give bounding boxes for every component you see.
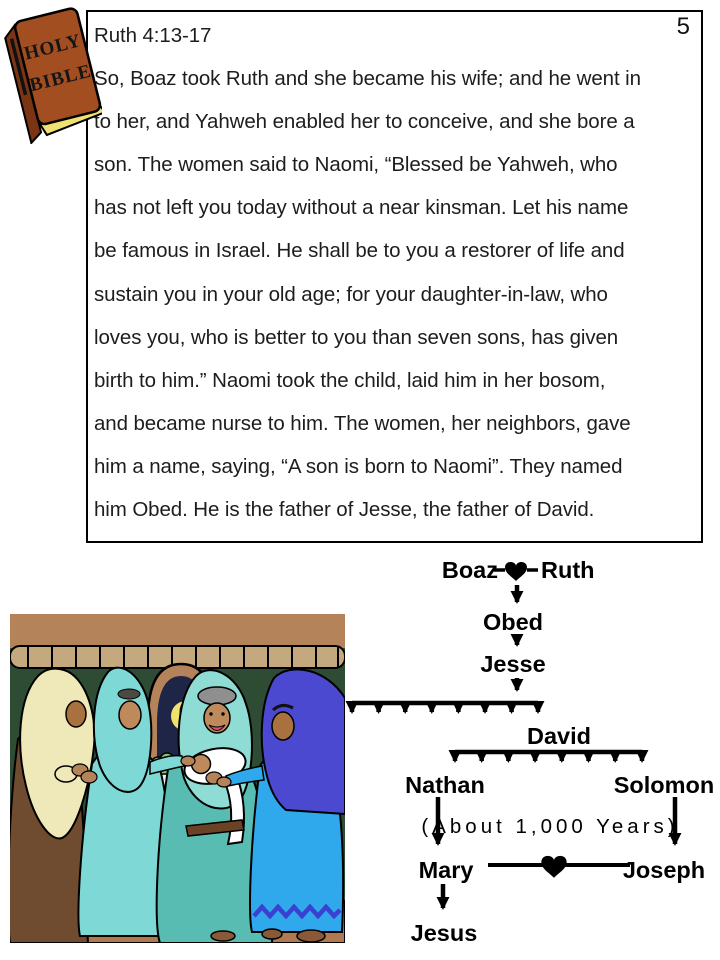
women-with-baby-illustration	[10, 614, 345, 943]
tree-label-nathan: Nathan	[405, 772, 485, 798]
tree-label-jesse: Jesse	[480, 651, 546, 677]
scripture-reference: Ruth 4:13-17	[94, 24, 212, 47]
scripture-line: to her, and Yahweh enabled her to conceive, and she bore a	[94, 110, 635, 134]
scripture-line: him Obed. He is the father of Jesse, the father of David.	[94, 498, 595, 522]
tree-label-joseph: Joseph	[622, 857, 706, 883]
scripture-line: him a name, saying, “A son is born to Naomi”. They named	[94, 454, 623, 478]
scripture-line: birth to him.” Naomi took the child, laid him in her bosom,	[94, 368, 606, 392]
scripture-line: has not left you today without a near kinsman. Let his name	[94, 196, 629, 220]
scripture-line: loves you, who is better to you than seven sons, has given	[94, 325, 619, 349]
face	[272, 712, 294, 740]
sandal	[297, 930, 325, 942]
jesse-sons-arrows	[352, 701, 538, 712]
hand	[217, 777, 231, 787]
lintel-band	[10, 614, 345, 648]
face	[119, 701, 141, 729]
heart-icon	[541, 856, 566, 878]
scripture-line: So, Boaz took Ruth and she became his wife; and he went in	[94, 67, 641, 91]
tree-label-mary: Mary	[418, 857, 474, 883]
scripture-line: be famous in Israel. He shall be to you a restorer of life and	[94, 239, 625, 263]
tree-label-jesus: Jesus	[410, 920, 478, 946]
tree-annotation-years: (About 1,000 Years)	[421, 815, 679, 838]
tree-label-obed: Obed	[482, 609, 544, 635]
tree-label-ruth: Ruth	[541, 557, 595, 583]
bible-title-holy: HOLY	[22, 30, 84, 65]
scripture-line: and became nurse to him. The women, her neighbors, gave	[94, 411, 631, 435]
scripture-line: sustain you in your old age; for your daughter-in-law, who	[94, 282, 608, 306]
page-number: 5	[676, 13, 690, 40]
tree-label-boaz: Boaz	[441, 557, 498, 583]
holy-bible-icon	[2, 2, 102, 144]
eye	[209, 712, 212, 715]
tree-label-solomon: Solomon	[613, 772, 715, 798]
tree-label-david: David	[527, 723, 591, 749]
bible-title-bible: BIBLE	[27, 60, 94, 97]
scripture-line: son. The women said to Naomi, “Blessed be Yahweh, who	[94, 153, 618, 177]
sandal	[262, 929, 282, 939]
hair	[118, 689, 140, 699]
david-sons-arrows	[455, 750, 642, 761]
hood-indigo	[262, 669, 345, 814]
sandal	[211, 931, 235, 941]
face	[66, 701, 86, 727]
heart-icon	[505, 562, 527, 581]
hood-aqua	[94, 668, 151, 792]
scripture-textbox	[86, 10, 703, 543]
family-tree-diagram	[345, 550, 720, 960]
bible-book	[2, 6, 102, 143]
eye	[221, 712, 224, 715]
hand	[181, 756, 195, 766]
